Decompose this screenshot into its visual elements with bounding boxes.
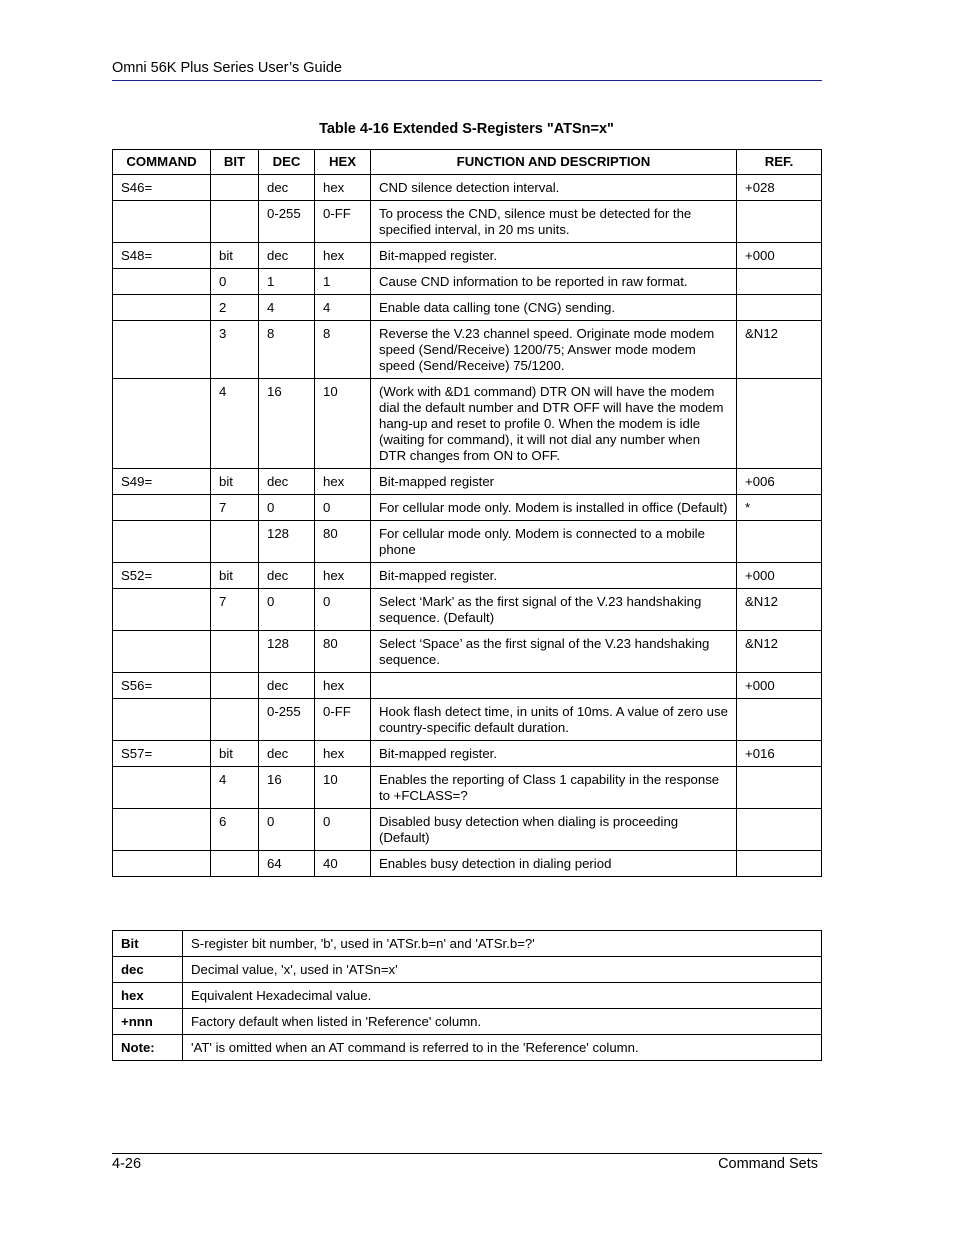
cell-command (113, 269, 211, 295)
cell-bit (211, 521, 259, 563)
legend-term: Note: (113, 1035, 183, 1061)
cell-dec: 4 (259, 295, 315, 321)
cell-ref: &N12 (737, 631, 822, 673)
cell-description: Select ‘Mark’ as the first signal of the V.23 handshaking sequence. (Default) (371, 589, 737, 631)
cell-description: Select ‘Space’ as the first signal of the V.23 handshaking sequence. (371, 631, 737, 673)
table-row (113, 767, 822, 809)
cell-dec: 128 (259, 521, 315, 563)
cell-command (113, 631, 211, 673)
cell-dec: 1 (259, 269, 315, 295)
column-header-ref: REF. (737, 150, 822, 175)
table-row (113, 521, 822, 563)
cell-hex: hex (315, 243, 371, 269)
page-number: 4-26 (112, 1156, 142, 1172)
cell-description: Enables the reporting of Class 1 capability in the response to +FCLASS=? (371, 767, 737, 809)
cell-ref: +028 (737, 175, 822, 201)
cell-ref (737, 201, 822, 243)
s-registers-table (112, 149, 822, 877)
table-row (113, 469, 822, 495)
cell-bit (211, 851, 259, 877)
cell-dec: 8 (259, 321, 315, 379)
cell-ref: +006 (737, 469, 822, 495)
cell-command (113, 379, 211, 469)
cell-description: Bit-mapped register. (371, 243, 737, 269)
cell-hex: hex (315, 469, 371, 495)
cell-command (113, 851, 211, 877)
cell-ref (737, 767, 822, 809)
legend-definition: Decimal value, 'x', used in 'ATSn=x' (183, 957, 822, 983)
cell-dec: dec (259, 243, 315, 269)
table-row (113, 673, 822, 699)
cell-dec: 16 (259, 767, 315, 809)
cell-bit (211, 673, 259, 699)
cell-description: Enable data calling tone (CNG) sending. (371, 295, 737, 321)
legend-table (112, 930, 822, 1061)
table-row (113, 699, 822, 741)
cell-command: S49= (113, 469, 211, 495)
cell-description: Reverse the V.23 channel speed. Originate mode modem speed (Send/Receive) 1200/75; Answer mode modem speed (Send/Receive) 75/1200. (371, 321, 737, 379)
cell-bit (211, 699, 259, 741)
cell-dec: 16 (259, 379, 315, 469)
cell-command (113, 699, 211, 741)
legend-row (113, 983, 822, 1009)
table-row (113, 243, 822, 269)
cell-command (113, 321, 211, 379)
cell-hex: 0-FF (315, 201, 371, 243)
cell-command: S56= (113, 673, 211, 699)
cell-description: Hook flash detect time, in units of 10ms. A value of zero use country-specific default duration. (371, 699, 737, 741)
cell-hex: hex (315, 175, 371, 201)
cell-hex: 4 (315, 295, 371, 321)
cell-command (113, 767, 211, 809)
cell-dec: 128 (259, 631, 315, 673)
column-header-command: COMMAND (113, 150, 211, 175)
cell-ref: * (737, 495, 822, 521)
cell-bit: 3 (211, 321, 259, 379)
cell-hex: 80 (315, 631, 371, 673)
cell-command (113, 809, 211, 851)
section-name: Command Sets (718, 1156, 818, 1172)
table-row (113, 851, 822, 877)
table-row (113, 269, 822, 295)
table-row (113, 631, 822, 673)
legend-row (113, 931, 822, 957)
cell-bit: bit (211, 563, 259, 589)
column-header-bit: BIT (211, 150, 259, 175)
cell-command (113, 295, 211, 321)
table-row (113, 201, 822, 243)
cell-description: Enables busy detection in dialing period (371, 851, 737, 877)
cell-ref (737, 851, 822, 877)
column-header-function: FUNCTION AND DESCRIPTION (371, 150, 737, 175)
cell-hex: 80 (315, 521, 371, 563)
cell-command: S48= (113, 243, 211, 269)
header-rule (112, 80, 822, 81)
legend-term: hex (113, 983, 183, 1009)
legend-row (113, 1035, 822, 1061)
cell-ref: +016 (737, 741, 822, 767)
cell-dec: dec (259, 469, 315, 495)
cell-command (113, 201, 211, 243)
cell-command: S57= (113, 741, 211, 767)
cell-dec: dec (259, 673, 315, 699)
cell-description: Bit-mapped register (371, 469, 737, 495)
cell-bit: 4 (211, 767, 259, 809)
cell-bit: bit (211, 243, 259, 269)
cell-hex: 10 (315, 767, 371, 809)
cell-bit: 6 (211, 809, 259, 851)
table-row (113, 295, 822, 321)
table-header-row (113, 150, 822, 175)
cell-ref (737, 809, 822, 851)
table-caption: Table 4-16 Extended S-Registers "ATSn=x" (319, 121, 614, 137)
cell-hex: 8 (315, 321, 371, 379)
cell-dec: 64 (259, 851, 315, 877)
cell-ref (737, 379, 822, 469)
legend-term: +nnn (113, 1009, 183, 1035)
cell-dec: 0 (259, 589, 315, 631)
cell-ref: +000 (737, 243, 822, 269)
cell-hex: 1 (315, 269, 371, 295)
cell-command: S46= (113, 175, 211, 201)
cell-hex: 0-FF (315, 699, 371, 741)
table-row (113, 563, 822, 589)
legend-definition: S-register bit number, 'b', used in 'ATSr.b=n' and 'ATSr.b=?' (183, 931, 822, 957)
cell-description (371, 673, 737, 699)
cell-ref (737, 295, 822, 321)
column-header-hex: HEX (315, 150, 371, 175)
cell-bit: 7 (211, 495, 259, 521)
cell-bit: 0 (211, 269, 259, 295)
cell-bit: bit (211, 741, 259, 767)
cell-command (113, 589, 211, 631)
legend-definition: 'AT' is omitted when an AT command is referred to in the 'Reference' column. (183, 1035, 822, 1061)
cell-ref (737, 269, 822, 295)
cell-description: Disabled busy detection when dialing is proceeding (Default) (371, 809, 737, 851)
legend-term: Bit (113, 931, 183, 957)
cell-hex: 0 (315, 809, 371, 851)
cell-command (113, 495, 211, 521)
cell-bit: bit (211, 469, 259, 495)
cell-hex: hex (315, 673, 371, 699)
cell-ref: &N12 (737, 321, 822, 379)
legend-row (113, 957, 822, 983)
cell-ref: +000 (737, 673, 822, 699)
cell-hex: hex (315, 741, 371, 767)
table-row (113, 379, 822, 469)
table-row (113, 589, 822, 631)
cell-dec: dec (259, 741, 315, 767)
cell-description: Bit-mapped register. (371, 741, 737, 767)
cell-dec: 0 (259, 495, 315, 521)
cell-ref (737, 699, 822, 741)
cell-description: Cause CND information to be reported in raw format. (371, 269, 737, 295)
cell-command: S52= (113, 563, 211, 589)
cell-dec: dec (259, 175, 315, 201)
cell-bit: 2 (211, 295, 259, 321)
legend-definition: Equivalent Hexadecimal value. (183, 983, 822, 1009)
cell-command (113, 521, 211, 563)
table-row (113, 741, 822, 767)
cell-ref: +000 (737, 563, 822, 589)
cell-bit: 4 (211, 379, 259, 469)
cell-description: To process the CND, silence must be detected for the specified interval, in 20 ms units. (371, 201, 737, 243)
table-row (113, 495, 822, 521)
cell-hex: 0 (315, 495, 371, 521)
cell-dec: 0-255 (259, 201, 315, 243)
cell-bit (211, 201, 259, 243)
cell-hex: 10 (315, 379, 371, 469)
cell-hex: 40 (315, 851, 371, 877)
cell-bit (211, 631, 259, 673)
cell-hex: 0 (315, 589, 371, 631)
table-row (113, 175, 822, 201)
column-header-dec: DEC (259, 150, 315, 175)
legend-term: dec (113, 957, 183, 983)
cell-description: For cellular mode only. Modem is connected to a mobile phone (371, 521, 737, 563)
page-header-title: Omni 56K Plus Series User’s Guide (112, 60, 342, 76)
cell-hex: hex (315, 563, 371, 589)
cell-ref (737, 521, 822, 563)
cell-bit (211, 175, 259, 201)
legend-row (113, 1009, 822, 1035)
cell-dec: dec (259, 563, 315, 589)
table-row (113, 809, 822, 851)
cell-description: For cellular mode only. Modem is installed in office (Default) (371, 495, 737, 521)
cell-ref: &N12 (737, 589, 822, 631)
footer-rule (112, 1153, 822, 1154)
legend-definition: Factory default when listed in 'Reference' column. (183, 1009, 822, 1035)
cell-description: Bit-mapped register. (371, 563, 737, 589)
cell-description: CND silence detection interval. (371, 175, 737, 201)
cell-dec: 0-255 (259, 699, 315, 741)
cell-description: (Work with &D1 command) DTR ON will have the modem dial the default number and DTR OFF will have the modem hang-up and reset to profile 0. When the modem is idle (waiting for command), it will not dial any number when DTR changes from ON to OFF. (371, 379, 737, 469)
cell-bit: 7 (211, 589, 259, 631)
cell-dec: 0 (259, 809, 315, 851)
table-row (113, 321, 822, 379)
